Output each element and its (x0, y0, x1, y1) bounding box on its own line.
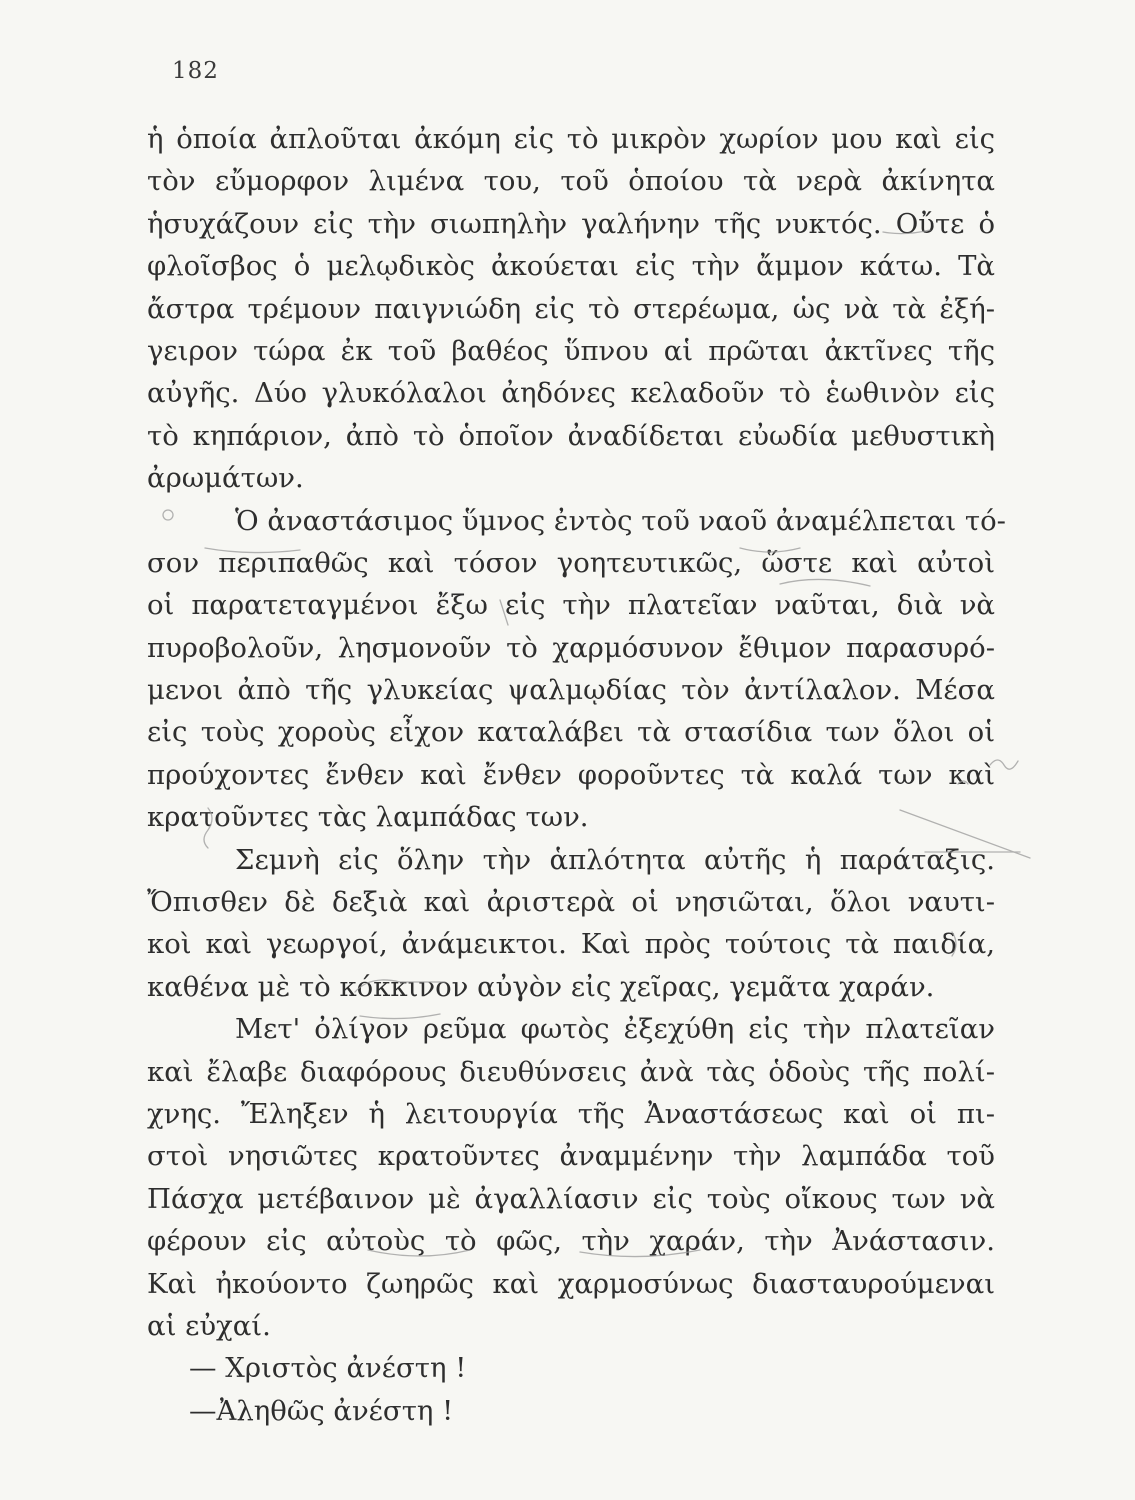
paragraph-3 (147, 839, 995, 1009)
text-line: εἰς τοὺς χοροὺς εἶχον καταλάβει τὰ στασίδια των ὅλοι οἱ (147, 716, 995, 749)
text-line: Ὄπισθεν δὲ δεξιὰ καὶ ἀριστερὰ οἱ νησιῶται, ὅλοι ναυτι- (147, 886, 995, 919)
text-line: Μετ' ὀλίγον ρεῦμα φωτὸς ἐξεχύθη εἰς τὴν πλατεῖαν (235, 1013, 995, 1046)
text-line: μενοι ἀπὸ τῆς γλυκείας ψαλμῳδίας τὸν ἀντίλαλον. Μέσα (147, 674, 995, 707)
text-line: τὸν εὔμορφον λιμένα του, τοῦ ὁποίου τὰ νερὰ ἀκίνητα (147, 165, 995, 198)
text-line: κρατοῦντες τὰς λαμπάδας των. (147, 801, 589, 834)
text-line: καὶ ἔλαβε διαφόρους διευθύνσεις ἀνὰ τὰς ὁδοὺς τῆς πολί- (147, 1055, 995, 1088)
text-line: κοὶ καὶ γεωργοί, ἀνάμεικτοι. Καὶ πρὸς τούτοις τὰ παιδία, (147, 928, 995, 961)
text-line: Καὶ ἠκούοντο ζωηρῶς καὶ χαρμοσύνως διασταυρούμεναι (147, 1267, 995, 1300)
text-line: αὐγῆς. Δύο γλυκόλαλοι ἀηδόνες κελαδοῦν τὸ ἑωθινὸν εἰς (147, 377, 995, 410)
dialogue-line: —Ἀληθῶς ἀνέστη ! (189, 1394, 454, 1427)
page-number: 182 (172, 58, 219, 84)
text-line: ἀρωμάτων. (147, 462, 304, 495)
paragraph-4 (147, 1008, 995, 1347)
paragraph-1 (147, 118, 995, 500)
text-line: ἡ ὁποία ἀπλοῦται ἀκόμη εἰς τὸ μικρὸν χωρίον μου καὶ εἰς (147, 123, 995, 155)
text-line: οἱ παρατεταγμένοι ἔξω εἰς τὴν πλατεῖαν ναῦται, διὰ νὰ (147, 589, 995, 622)
text-line: πυροβολοῦν, λησμονοῦν τὸ χαρμόσυνον ἔθιμον παρασυρό- (147, 631, 995, 664)
text-line: προύχοντες ἔνθεν καὶ ἔνθεν φοροῦντες τὰ καλά των καὶ (147, 758, 995, 791)
text-line: φλοῖσβος ὁ μελῳδικὸς ἀκούεται εἰς τὴν ἄμμον κάτω. Τὰ (147, 250, 995, 283)
paragraph-2 (147, 500, 1006, 839)
text-line: Σεμνὴ εἰς ὅλην τὴν ἁπλότητα αὐτῆς ἡ παράταξις. (235, 843, 995, 876)
body-text (147, 118, 1006, 1432)
text-line: τὸ κηπάριον, ἀπὸ τὸ ὁποῖον ἀναδίδεται εὐωδία μεθυστικὴ (147, 419, 995, 452)
text-line: στοὶ νησιῶτες κρατοῦντες ἀναμμένην τὴν λαμπάδα τοῦ (147, 1140, 995, 1173)
text-line: αἱ εὐχαί. (147, 1309, 271, 1342)
text-line: ἄστρα τρέμουν παιγνιώδη εἰς τὸ στερέωμα, ὡς νὰ τὰ ἐξή- (147, 292, 995, 325)
text-line: Ὁ ἀναστάσιμος ὕμνος ἐντὸς τοῦ ναοῦ ἀναμέλπεται τό- (235, 504, 1006, 537)
text-line: Πάσχα μετέβαινον μὲ ἀγαλλίασιν εἰς τοὺς οἴκους των νὰ (147, 1182, 995, 1215)
text-line: χνης. Ἔληξεν ἡ λειτουργία τῆς Ἀναστάσεως καὶ οἱ πι- (147, 1097, 995, 1130)
text-line: φέρουν εἰς αὐτοὺς τὸ φῶς, τὴν χαράν, τὴν Ἀνάστασιν. (147, 1225, 995, 1258)
text-line: ἡσυχάζουν εἰς τὴν σιωπηλὴν γαλήνην τῆς νυκτός. Οὔτε ὁ (147, 207, 995, 240)
text-line: σον περιπαθῶς καὶ τόσον γοητευτικῶς, ὥστε καὶ αὐτοὶ (147, 546, 995, 579)
dialogue-line: — Χριστὸς ἀνέστη ! (189, 1352, 467, 1385)
text-line: γειρον τώρα ἐκ τοῦ βαθέος ὕπνου αἱ πρῶται ἀκτῖνες τῆς (147, 334, 995, 367)
dialogue (147, 1347, 995, 1432)
text-line: καθένα μὲ τὸ κόκκινον αὐγὸν εἰς χεῖρας, γεμᾶτα χαράν. (147, 970, 935, 1003)
